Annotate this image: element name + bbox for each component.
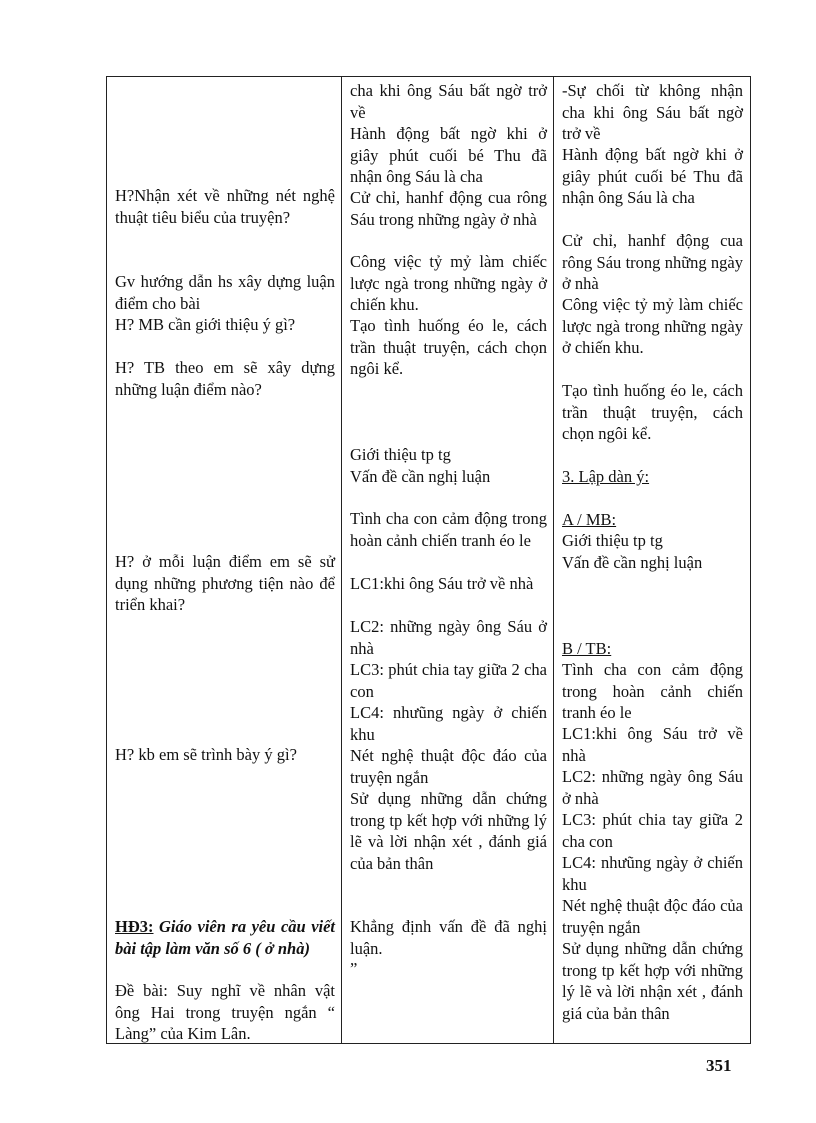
content-refusal: -Sự chối từ không nhận cha khi ông Sáu bất ngờ trở về — [562, 81, 743, 143]
content-column — [554, 77, 750, 1043]
content-gestures: Cử chỉ, hanhf động cua rông Sáu trong những ngày ở nhà — [562, 231, 743, 293]
question-kb: H? kb em sẽ trình bày ý gì? — [115, 745, 297, 764]
lc3: LC3: phút chia tay giữa 2 cha con — [350, 660, 547, 701]
lc2: LC2: những ngày ông Sáu ở nhà — [350, 617, 547, 658]
content-narration: Tạo tình huống éo le, cách trần thuật truyện, cách chọn ngôi kể. — [562, 381, 743, 443]
lesson-table — [106, 76, 751, 1044]
point-refusal: cha khi ông Sáu bất ngờ trở về — [350, 81, 547, 122]
content-evidence: Sử dụng những dẫn chứng trong tp kết hợp với những lý lẽ và lời nhận xét , đánh giá của bản thân — [562, 939, 743, 1023]
tb-intro: Tình cha con cảm động trong hoàn cảnh chiến tranh éo le — [350, 509, 547, 550]
outline-heading: 3. Lập dàn ý: — [562, 467, 650, 486]
mb-intro: Giới thiệu tp tg — [350, 445, 451, 464]
question-art-features: H?Nhận xét về những nét nghệ thuật tiêu biểu của truyện? — [115, 186, 335, 227]
teacher-guidance: Gv hướng dẫn hs xây dựng luận điểm cho bài — [115, 272, 335, 313]
kb-affirm: Khẳng định vấn đề đã nghị luận. — [350, 917, 547, 958]
quote-mark: ” — [350, 959, 358, 978]
activity-3 — [115, 916, 335, 959]
student-activity-column — [342, 77, 554, 1043]
point-comb: Công việc tỷ mỷ làm chiếc lược ngà trong những ngày ở chiến khu. — [350, 252, 547, 314]
content-mb-intro: Giới thiệu tp tg — [562, 531, 663, 550]
evidence-point: Sử dụng những dẫn chứng trong tp kết hợp với những lý lẽ và lời nhận xét , đánh giá của bản thân — [350, 789, 547, 873]
art-point: Nét nghệ thuật độc đáo của truyện ngắn — [350, 746, 547, 787]
point-recognition: Hành động bất ngờ khi ở giây phút cuối bé Thu đã nhận ông Sáu là cha — [350, 124, 547, 186]
lc1: LC1:khi ông Sáu trở về nhà — [350, 574, 534, 593]
activity-3-label: HĐ3: — [115, 917, 154, 936]
content-tb-intro: Tình cha con cảm động trong hoàn cảnh chiến tranh éo le — [562, 660, 743, 722]
mb-heading: A / MB: — [562, 510, 617, 529]
content-lc4: LC4: nhưũng ngày ở chiến khu — [562, 853, 743, 894]
question-means: H? ở mỗi luận điểm em sẽ sử dụng những phương tiện nào để triển khai? — [115, 552, 335, 614]
content-lc3: LC3: phút chia tay giữa 2 cha con — [562, 810, 743, 851]
teacher-activity-column — [107, 77, 342, 1043]
mb-issue: Vấn đề cần nghị luận — [350, 467, 491, 486]
point-narration: Tạo tình huống éo le, cách trần thuật truyện, cách chọn ngôi kể. — [350, 316, 547, 378]
content-recognition: Hành động bất ngờ khi ở giây phút cuối bé Thu đã nhận ông Sáu là cha — [562, 145, 743, 207]
content-comb: Công việc tỷ mỷ làm chiếc lược ngà trong những ngày ở chiến khu. — [562, 295, 743, 357]
question-tb: H? TB theo em sẽ xây dựng những luận điểm nào? — [115, 358, 335, 399]
assignment-topic: Đề bài: Suy nghĩ về nhân vật ông Hai trong truyện ngắn “ Làng” của Kim Lân. — [115, 981, 335, 1043]
content-art: Nét nghệ thuật độc đáo của truyện ngắn — [562, 896, 743, 937]
activity-3-text: Giáo viên ra yêu cầu viết bài tập làm văn số 6 ( ở nhà) — [115, 917, 336, 958]
tb-heading: B / TB: — [562, 639, 612, 658]
content-lc1: LC1:khi ông Sáu trở về nhà — [562, 724, 743, 765]
content-lc2: LC2: những ngày ông Sáu ở nhà — [562, 767, 743, 808]
lc4: LC4: nhưũng ngày ở chiến khu — [350, 703, 547, 744]
content-mb-issue: Vấn đề cần nghị luận — [562, 553, 703, 572]
question-mb: H? MB cần giới thiệu ý gì? — [115, 315, 296, 334]
point-gestures: Cử chỉ, hanhf động cua rông Sáu trong những ngày ở nhà — [350, 188, 547, 229]
page-number: 351 — [706, 1056, 732, 1075]
